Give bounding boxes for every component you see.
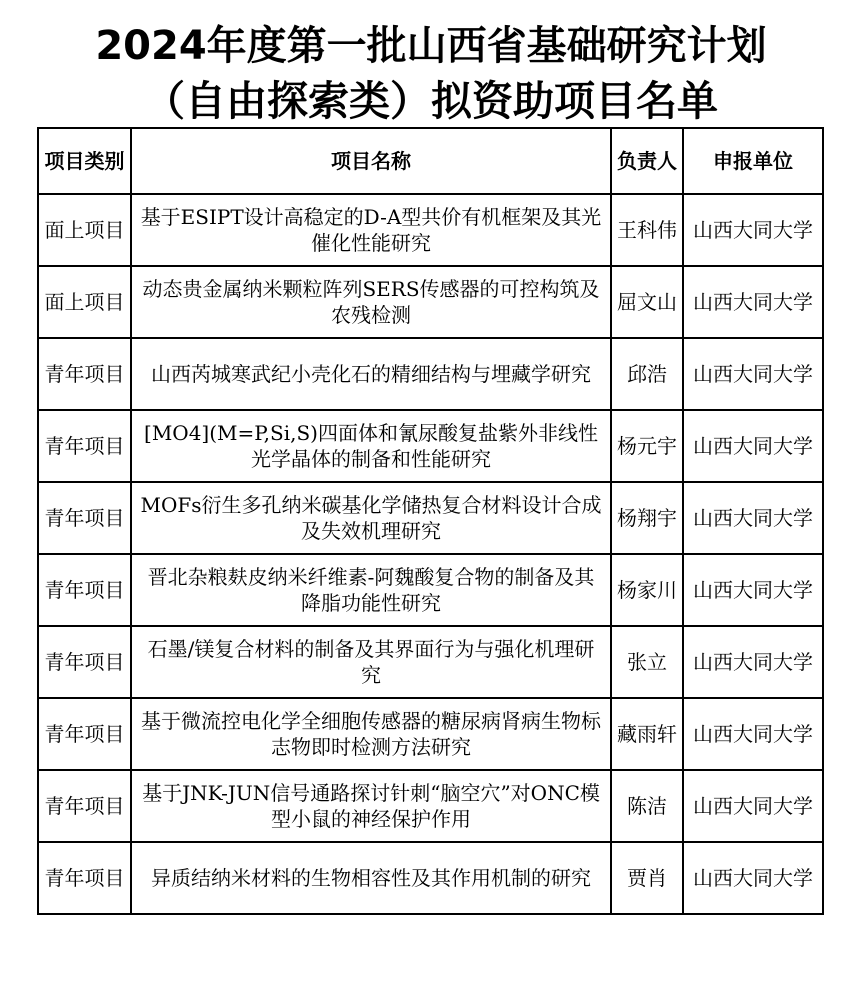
header-category: 项目类别 [38, 128, 131, 194]
cell-leader: 邱浩 [611, 338, 683, 410]
cell-project-name: 动态贵金属纳米颗粒阵列SERS传感器的可控构筑及农残检测 [131, 266, 611, 338]
table-row [38, 266, 823, 338]
cell-project-name: 晋北杂粮麸皮纳米纤维素-阿魏酸复合物的制备及其降脂功能性研究 [131, 554, 611, 626]
cell-category: 青年项目 [38, 338, 131, 410]
cell-project-name: MOFs衍生多孔纳米碳基化学储热复合材料设计合成及失效机理研究 [131, 482, 611, 554]
cell-leader: 藏雨轩 [611, 698, 683, 770]
table-header-row [38, 128, 823, 194]
cell-unit: 山西大同大学 [683, 626, 823, 698]
table-row [38, 194, 823, 266]
cell-category: 青年项目 [38, 842, 131, 914]
cell-unit: 山西大同大学 [683, 842, 823, 914]
cell-unit: 山西大同大学 [683, 266, 823, 338]
header-leader: 负责人 [611, 128, 683, 194]
cell-project-name: 石墨/镁复合材料的制备及其界面行为与强化机理研究 [131, 626, 611, 698]
cell-leader: 屈文山 [611, 266, 683, 338]
cell-category: 青年项目 [38, 554, 131, 626]
cell-category: 青年项目 [38, 770, 131, 842]
cell-project-name: 基于ESIPT设计高稳定的D-A型共价有机框架及其光催化性能研究 [131, 194, 611, 266]
header-project-name: 项目名称 [131, 128, 611, 194]
cell-unit: 山西大同大学 [683, 338, 823, 410]
cell-unit: 山西大同大学 [683, 554, 823, 626]
cell-category: 青年项目 [38, 698, 131, 770]
cell-unit: 山西大同大学 [683, 770, 823, 842]
cell-project-name: 基于JNK-JUN信号通路探讨针刺“脑空穴”对ONC模型小鼠的神经保护作用 [131, 770, 611, 842]
table-row [38, 482, 823, 554]
table-row [38, 698, 823, 770]
cell-leader: 杨翔宇 [611, 482, 683, 554]
table-row [38, 410, 823, 482]
table-row [38, 338, 823, 410]
cell-category: 青年项目 [38, 410, 131, 482]
cell-leader: 张立 [611, 626, 683, 698]
cell-category: 青年项目 [38, 626, 131, 698]
cell-leader: 陈洁 [611, 770, 683, 842]
cell-project-name: [MO4](M=P,Si,S)四面体和氰尿酸复盐紫外非线性光学晶体的制备和性能研究 [131, 410, 611, 482]
cell-leader: 贾肖 [611, 842, 683, 914]
cell-project-name: 基于微流控电化学全细胞传感器的糖尿病肾病生物标志物即时检测方法研究 [131, 698, 611, 770]
funding-list-table [37, 127, 824, 915]
header-unit: 申报单位 [683, 128, 823, 194]
cell-unit: 山西大同大学 [683, 482, 823, 554]
cell-unit: 山西大同大学 [683, 410, 823, 482]
cell-leader: 杨家川 [611, 554, 683, 626]
table-row [38, 626, 823, 698]
cell-category: 面上项目 [38, 194, 131, 266]
cell-unit: 山西大同大学 [683, 194, 823, 266]
document-title-line-2: （自由探索类）拟资助项目名单 [144, 77, 718, 125]
cell-project-name: 异质结纳米材料的生物相容性及其作用机制的研究 [131, 842, 611, 914]
cell-leader: 杨元宇 [611, 410, 683, 482]
document-title-line-1: 2024年度第一批山西省基础研究计划 [95, 23, 767, 69]
cell-leader: 王科伟 [611, 194, 683, 266]
table-row [38, 554, 823, 626]
table-row [38, 842, 823, 914]
cell-unit: 山西大同大学 [683, 698, 823, 770]
table-row [38, 770, 823, 842]
cell-category: 面上项目 [38, 266, 131, 338]
cell-category: 青年项目 [38, 482, 131, 554]
cell-project-name: 山西芮城寒武纪小壳化石的精细结构与埋藏学研究 [131, 338, 611, 410]
